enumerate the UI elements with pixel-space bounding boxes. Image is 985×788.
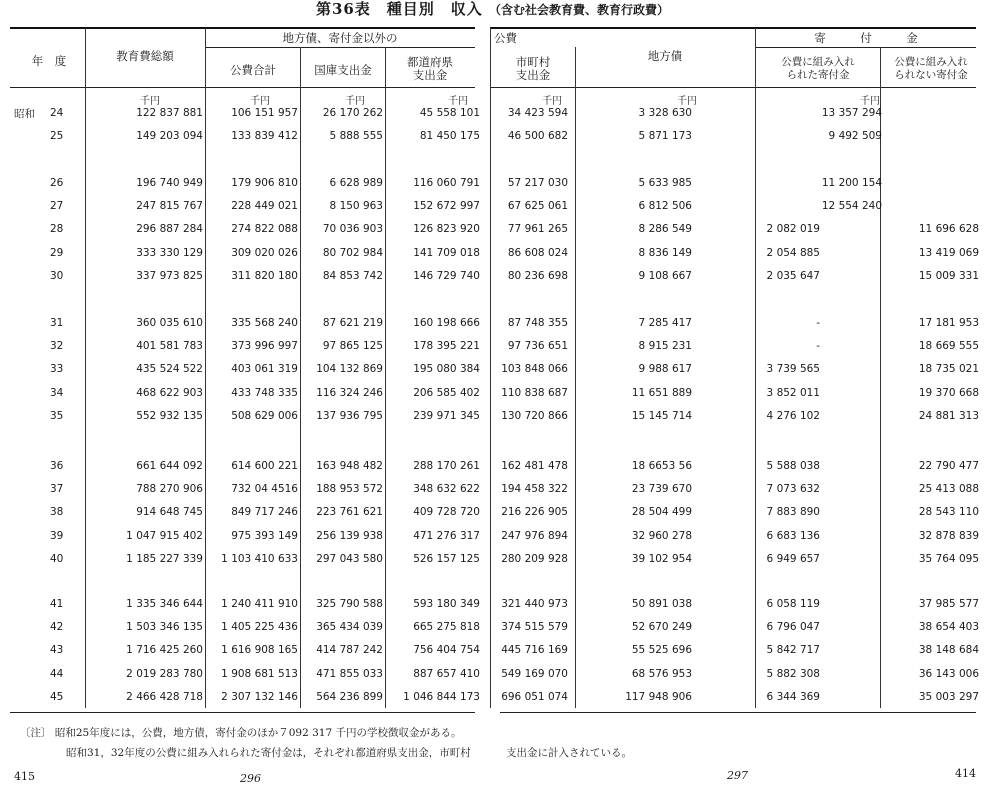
col-rule-left-page xyxy=(490,28,491,708)
cell-total: 2 466 428 718 xyxy=(126,690,203,703)
cell-koukei: 1 103 410 633 xyxy=(221,552,298,565)
cell-koukei: 433 748 335 xyxy=(231,386,298,399)
cell-koukei: 2 307 132 146 xyxy=(221,690,298,703)
cell-todofuken: 887 657 410 xyxy=(413,667,480,680)
cell-shichoson: 247 976 894 xyxy=(501,529,568,542)
row-year: 42 xyxy=(50,621,64,634)
cell-chihousai: 52 670 249 xyxy=(631,621,692,634)
cell-kifu-in: 6 344 369 xyxy=(766,690,820,703)
cell-total: 468 622 903 xyxy=(136,386,203,399)
cell-chihousai: 8 836 149 xyxy=(638,246,692,259)
cell-todofuken: 81 450 175 xyxy=(419,130,480,143)
cell-koukei: 1 240 411 910 xyxy=(221,598,298,610)
cell-total: 914 648 745 xyxy=(136,506,203,519)
cell-kifu-in: - xyxy=(816,340,820,353)
row-year: 40 xyxy=(50,552,64,565)
cell-chihousai: 50 891 038 xyxy=(631,598,692,610)
notes-line2-cont: 支出金に計入されている。 xyxy=(506,747,632,759)
unit-kifu: 千円 xyxy=(860,96,880,107)
cell-total: 196 740 949 xyxy=(136,177,203,189)
notes-label: 〔注〕 xyxy=(20,727,52,739)
row-year: 43 xyxy=(50,644,64,657)
cell-kifu-out: 38 148 684 xyxy=(918,644,979,657)
cell-chihousai: 39 102 954 xyxy=(631,552,692,565)
row-year: 32 xyxy=(50,340,64,353)
cell-kokko: 26 170 262 xyxy=(322,107,383,119)
row-year: 44 xyxy=(50,667,64,680)
row-year: 31 xyxy=(50,317,64,329)
unit-total: 千円 xyxy=(140,96,160,107)
cell-kifu-out: 25 413 088 xyxy=(918,483,979,496)
cell-kokko: 471 855 033 xyxy=(316,667,383,680)
cell-koukei: 179 906 810 xyxy=(231,177,298,189)
cell-kifu-in: 6 949 657 xyxy=(766,552,820,565)
cell-total: 1 185 227 339 xyxy=(126,552,203,565)
cell-todofuken: 195 080 384 xyxy=(413,363,480,376)
cell-todofuken: 206 585 402 xyxy=(413,386,480,399)
cell-kokko: 84 853 742 xyxy=(322,269,383,282)
cell-kokko: 414 787 242 xyxy=(316,644,383,657)
row-year: 39 xyxy=(50,529,64,542)
cell-shichoson: 374 515 579 xyxy=(501,621,568,634)
cell-kifu-out: 38 654 403 xyxy=(918,621,979,634)
header-todofuken-line1: 都道府県 xyxy=(407,55,453,69)
cell-todofuken: 593 180 349 xyxy=(413,598,480,610)
header-kifu-in-line1: 公費に組み入れ xyxy=(781,56,855,68)
header-kifu-in xyxy=(756,56,880,82)
cell-total: 149 203 094 xyxy=(136,130,203,143)
cell-total: 247 815 767 xyxy=(136,200,203,213)
cell-total: 1 503 346 135 xyxy=(126,621,203,634)
cell-koukei: 373 996 997 xyxy=(231,340,298,353)
cell-kifu-in: 7 883 890 xyxy=(766,506,820,519)
cell-kifu-merged: 9 492 509 xyxy=(828,130,882,143)
cell-todofuken: 526 157 125 xyxy=(413,552,480,565)
cell-chihousai: 32 960 278 xyxy=(631,529,692,542)
cell-todofuken: 45 558 101 xyxy=(419,107,480,119)
header-kifu-rule xyxy=(755,47,976,48)
table-title xyxy=(0,0,985,19)
cell-chihousai: 55 525 696 xyxy=(631,644,692,657)
header-year: 年 度 xyxy=(31,54,67,68)
cell-kokko: 256 139 938 xyxy=(316,529,383,542)
header-kifu-out-line1: 公費に組み入れ xyxy=(894,56,968,68)
row-year: 29 xyxy=(50,246,64,259)
cell-total: 788 270 906 xyxy=(136,483,203,496)
cell-koukei: 311 820 180 xyxy=(231,269,298,282)
col-rule-total xyxy=(205,28,206,708)
cell-shichoson: 280 209 928 xyxy=(501,552,568,565)
cell-todofuken: 288 170 261 xyxy=(413,460,480,472)
cell-kifu-out: 13 419 069 xyxy=(918,246,979,259)
cell-shichoson: 34 423 594 xyxy=(507,107,568,119)
row-year: 27 xyxy=(50,200,64,213)
header-shichoson-line2: 支出金 xyxy=(515,68,551,82)
cell-kifu-out: 17 181 953 xyxy=(918,317,979,329)
cell-kifu-in: 3 739 565 xyxy=(766,363,820,376)
row-year: 30 xyxy=(50,269,64,282)
cell-todofuken: 152 672 997 xyxy=(413,200,480,213)
cell-shichoson: 130 720 866 xyxy=(501,409,568,422)
cell-koukei: 228 449 021 xyxy=(231,200,298,213)
cell-kifu-in: 6 796 047 xyxy=(766,621,820,634)
cell-chihousai: 8 286 549 xyxy=(638,223,692,236)
row-year: 36 xyxy=(50,460,64,472)
cell-chihousai: 11 651 889 xyxy=(631,386,692,399)
cell-todofuken: 239 971 345 xyxy=(413,409,480,422)
cell-kokko: 104 132 869 xyxy=(316,363,383,376)
cell-total: 552 932 135 xyxy=(136,409,203,422)
cell-kifu-in: 2 054 885 xyxy=(766,246,820,259)
cell-shichoson: 57 217 030 xyxy=(507,177,568,189)
cell-total: 296 887 284 xyxy=(136,223,203,236)
page-number-415: 415 xyxy=(14,770,35,783)
cell-todofuken: 471 276 317 xyxy=(413,529,480,542)
table-title-sub: （含む社会教育費、教育行政費） xyxy=(489,3,670,17)
cell-todofuken: 116 060 791 xyxy=(413,177,480,189)
cell-shichoson: 67 625 061 xyxy=(507,200,568,213)
cell-shichoson: 86 608 024 xyxy=(507,246,568,259)
cell-kifu-out: 18 735 021 xyxy=(918,363,979,376)
cell-kifu-out: 19 370 668 xyxy=(918,386,979,399)
cell-todofuken: 160 198 666 xyxy=(413,317,480,329)
cell-chihousai: 5 633 985 xyxy=(638,177,692,189)
cell-kokko: 365 434 039 xyxy=(316,621,383,634)
unit-koukei: 千円 xyxy=(250,96,270,107)
cell-total: 333 330 129 xyxy=(136,246,203,259)
header-kokko: 国庫支出金 xyxy=(314,63,372,77)
header-bottom-rule-left xyxy=(10,87,475,88)
cell-koukei: 849 717 246 xyxy=(231,506,298,519)
cell-shichoson: 97 736 651 xyxy=(507,340,568,353)
cell-kifu-in: - xyxy=(816,317,820,329)
cell-kokko: 325 790 588 xyxy=(316,598,383,610)
cell-kifu-in: 7 073 632 xyxy=(766,483,820,496)
header-top-rule-left xyxy=(10,27,475,29)
cell-total: 1 716 425 260 xyxy=(126,644,203,657)
header-kifu-out xyxy=(881,56,981,82)
cell-todofuken: 665 275 818 xyxy=(413,621,480,634)
cell-kokko: 116 324 246 xyxy=(316,386,383,399)
cell-kokko: 188 953 572 xyxy=(316,483,383,496)
era-label: 昭和 xyxy=(14,108,35,120)
cell-chihousai: 7 285 417 xyxy=(638,317,692,329)
cell-koukei: 274 822 088 xyxy=(231,223,298,236)
cell-kifu-in: 6 058 119 xyxy=(766,598,820,610)
row-year: 25 xyxy=(50,130,64,143)
header-todofuken xyxy=(386,56,474,82)
header-bottom-rule-right xyxy=(490,87,976,88)
cell-shichoson: 445 716 169 xyxy=(501,644,568,657)
cell-kifu-in: 2 035 647 xyxy=(766,269,820,282)
cell-kifu-out: 15 009 331 xyxy=(918,269,979,282)
cell-total: 360 035 610 xyxy=(136,317,203,329)
cell-todofuken: 141 709 018 xyxy=(413,246,480,259)
cell-kifu-out: 28 543 110 xyxy=(918,506,979,519)
footer-rule-left xyxy=(10,712,475,713)
header-kifu-out-line2: られない寄付金 xyxy=(894,69,968,81)
unit-todofuken: 千円 xyxy=(448,96,468,107)
cell-chihousai: 23 739 670 xyxy=(631,483,692,496)
cell-todofuken: 178 395 221 xyxy=(413,340,480,353)
cell-chihousai: 9 108 667 xyxy=(638,269,692,282)
cell-kifu-merged: 12 554 240 xyxy=(821,200,882,213)
cell-kifu-out: 11 696 628 xyxy=(918,223,979,236)
cell-chihousai: 5 871 173 xyxy=(638,130,692,143)
cell-kifu-out: 36 143 006 xyxy=(918,667,979,680)
header-group-public: 地方債、寄付金以外の xyxy=(282,31,398,45)
col-rule-shichoson xyxy=(575,47,576,708)
cell-koukei: 614 600 221 xyxy=(231,460,298,472)
cell-shichoson: 321 440 973 xyxy=(501,598,568,610)
col-rule-koukei xyxy=(300,47,301,708)
cell-todofuken: 1 046 844 173 xyxy=(403,690,480,703)
page-number-296: 296 xyxy=(240,772,261,785)
header-shichoson xyxy=(491,56,575,82)
header-koukei: 公費合計 xyxy=(230,63,276,77)
header-todofuken-line2: 支出金 xyxy=(412,68,448,82)
cell-koukei: 1 908 681 513 xyxy=(221,667,298,680)
cell-kokko: 80 702 984 xyxy=(322,246,383,259)
cell-kokko: 223 761 621 xyxy=(316,506,383,519)
cell-shichoson: 696 051 074 xyxy=(501,690,568,703)
cell-kokko: 97 865 125 xyxy=(322,340,383,353)
cell-koukei: 1 405 225 436 xyxy=(221,621,298,634)
cell-todofuken: 146 729 740 xyxy=(413,269,480,282)
cell-kifu-in: 2 082 019 xyxy=(766,223,820,236)
cell-koukei: 133 839 412 xyxy=(231,130,298,143)
header-shichoson-line1: 市町村 xyxy=(515,55,551,69)
header-total: 教育費総額 xyxy=(116,49,174,63)
cell-koukei: 1 616 908 165 xyxy=(221,644,298,657)
row-year: 45 xyxy=(50,690,64,703)
cell-shichoson: 77 961 265 xyxy=(507,223,568,236)
unit-kokko: 千円 xyxy=(345,96,365,107)
cell-shichoson: 80 236 698 xyxy=(507,269,568,282)
cell-total: 1 047 915 402 xyxy=(126,529,203,542)
cell-kokko: 8 150 963 xyxy=(329,200,383,213)
cell-kokko: 564 236 899 xyxy=(316,690,383,703)
cell-koukei: 508 629 006 xyxy=(231,409,298,422)
page-number-414: 414 xyxy=(955,767,976,780)
cell-total: 661 644 092 xyxy=(136,460,203,472)
notes-line2: 昭和31，32年度の公費に組み入れられた寄付金は，それぞれ都道府県支出金，市町村 xyxy=(66,747,471,759)
cell-todofuken: 348 632 622 xyxy=(413,483,480,496)
notes-text1: 昭和25年度には，公費，地方債，寄付金のほか７092 317 千円の学校徴収金がある。 xyxy=(54,727,462,739)
cell-shichoson: 549 169 070 xyxy=(501,667,568,680)
cell-shichoson: 162 481 478 xyxy=(501,460,568,472)
cell-kokko: 70 036 903 xyxy=(322,223,383,236)
cell-total: 122 837 881 xyxy=(136,107,203,119)
table-title-main: 第36表 種目別 収入 xyxy=(315,0,483,18)
row-year: 35 xyxy=(50,409,64,422)
cell-chihousai: 6 812 506 xyxy=(638,200,692,213)
cell-koukei: 309 020 026 xyxy=(231,246,298,259)
cell-koukei: 335 568 240 xyxy=(231,317,298,329)
row-year: 26 xyxy=(50,177,64,189)
cell-chihousai: 18 6653 56 xyxy=(631,460,692,472)
cell-total: 435 524 522 xyxy=(136,363,203,376)
cell-kifu-in: 4 276 102 xyxy=(766,409,820,422)
header-group-rule xyxy=(205,47,475,48)
col-rule-year xyxy=(85,28,86,708)
cell-kifu-merged: 11 200 154 xyxy=(821,177,882,189)
row-year: 41 xyxy=(50,598,64,610)
header-chihousai: 地方債 xyxy=(647,49,683,63)
cell-koukei: 732 04 4516 xyxy=(231,483,298,496)
cell-chihousai: 15 145 714 xyxy=(631,409,692,422)
cell-todofuken: 409 728 720 xyxy=(413,506,480,519)
cell-kifu-out: 22 790 477 xyxy=(918,460,979,472)
cell-kifu-out: 37 985 577 xyxy=(918,598,979,610)
cell-kokko: 87 621 219 xyxy=(322,317,383,329)
cell-shichoson: 216 226 905 xyxy=(501,506,568,519)
cell-chihousai: 68 576 953 xyxy=(631,667,692,680)
cell-kokko: 5 888 555 xyxy=(329,130,383,143)
header-top-rule-right xyxy=(490,27,976,29)
col-rule-chihousai xyxy=(755,28,756,708)
cell-chihousai: 3 328 630 xyxy=(638,107,692,119)
row-year: 34 xyxy=(50,386,64,399)
cell-shichoson: 194 458 322 xyxy=(501,483,568,496)
cell-chihousai: 8 915 231 xyxy=(638,340,692,353)
cell-todofuken: 756 404 754 xyxy=(413,644,480,657)
row-year: 37 xyxy=(50,483,64,496)
cell-kifu-in: 5 588 038 xyxy=(766,460,820,472)
row-year: 38 xyxy=(50,506,64,519)
cell-total: 2 019 283 780 xyxy=(126,667,203,680)
page-number-297: 297 xyxy=(727,769,748,782)
cell-kifu-out: 35 003 297 xyxy=(918,690,979,703)
cell-kifu-out: 32 878 839 xyxy=(918,529,979,542)
cell-chihousai: 117 948 906 xyxy=(625,690,692,703)
row-year: 33 xyxy=(50,363,64,376)
cell-todofuken: 126 823 920 xyxy=(413,223,480,236)
header-kouhi: 公費 xyxy=(494,31,517,45)
row-year: 28 xyxy=(50,223,64,236)
cell-koukei: 975 393 149 xyxy=(231,529,298,542)
col-rule-kokko xyxy=(385,47,386,708)
cell-kifu-merged: 13 357 294 xyxy=(821,107,882,119)
cell-shichoson: 87 748 355 xyxy=(507,317,568,329)
cell-total: 337 973 825 xyxy=(136,269,203,282)
cell-kifu-out: 35 764 095 xyxy=(918,552,979,565)
cell-kifu-in: 3 852 011 xyxy=(766,386,820,399)
cell-shichoson: 103 848 066 xyxy=(501,363,568,376)
header-kifu-in-line2: られた寄付金 xyxy=(786,69,850,81)
cell-shichoson: 46 500 682 xyxy=(507,130,568,143)
footer-rule-right xyxy=(500,712,976,713)
unit-shichoson: 千円 xyxy=(542,96,562,107)
cell-kifu-out: 24 881 313 xyxy=(918,409,979,422)
notes-line1 xyxy=(20,725,461,740)
cell-kokko: 297 043 580 xyxy=(316,552,383,565)
cell-kokko: 137 936 795 xyxy=(316,409,383,422)
header-kifukin: 寄 付 金 xyxy=(814,31,918,45)
row-year: 24 xyxy=(50,107,64,119)
cell-koukei: 403 061 319 xyxy=(231,363,298,376)
cell-chihousai: 9 988 617 xyxy=(638,363,692,376)
cell-kifu-in: 5 842 717 xyxy=(766,644,820,657)
cell-kokko: 6 628 989 xyxy=(329,177,383,189)
cell-kifu-out: 18 669 555 xyxy=(918,340,979,353)
cell-total: 401 581 783 xyxy=(136,340,203,353)
cell-kifu-in: 5 882 308 xyxy=(766,667,820,680)
cell-chihousai: 28 504 499 xyxy=(631,506,692,519)
cell-koukei: 106 151 957 xyxy=(231,107,298,119)
cell-total: 1 335 346 644 xyxy=(126,598,203,610)
cell-kokko: 163 948 482 xyxy=(316,460,383,472)
col-rule-kifu xyxy=(880,47,881,708)
cell-kifu-in: 6 683 136 xyxy=(766,529,820,542)
cell-shichoson: 110 838 687 xyxy=(501,386,568,399)
unit-chihousai: 千円 xyxy=(677,96,697,107)
